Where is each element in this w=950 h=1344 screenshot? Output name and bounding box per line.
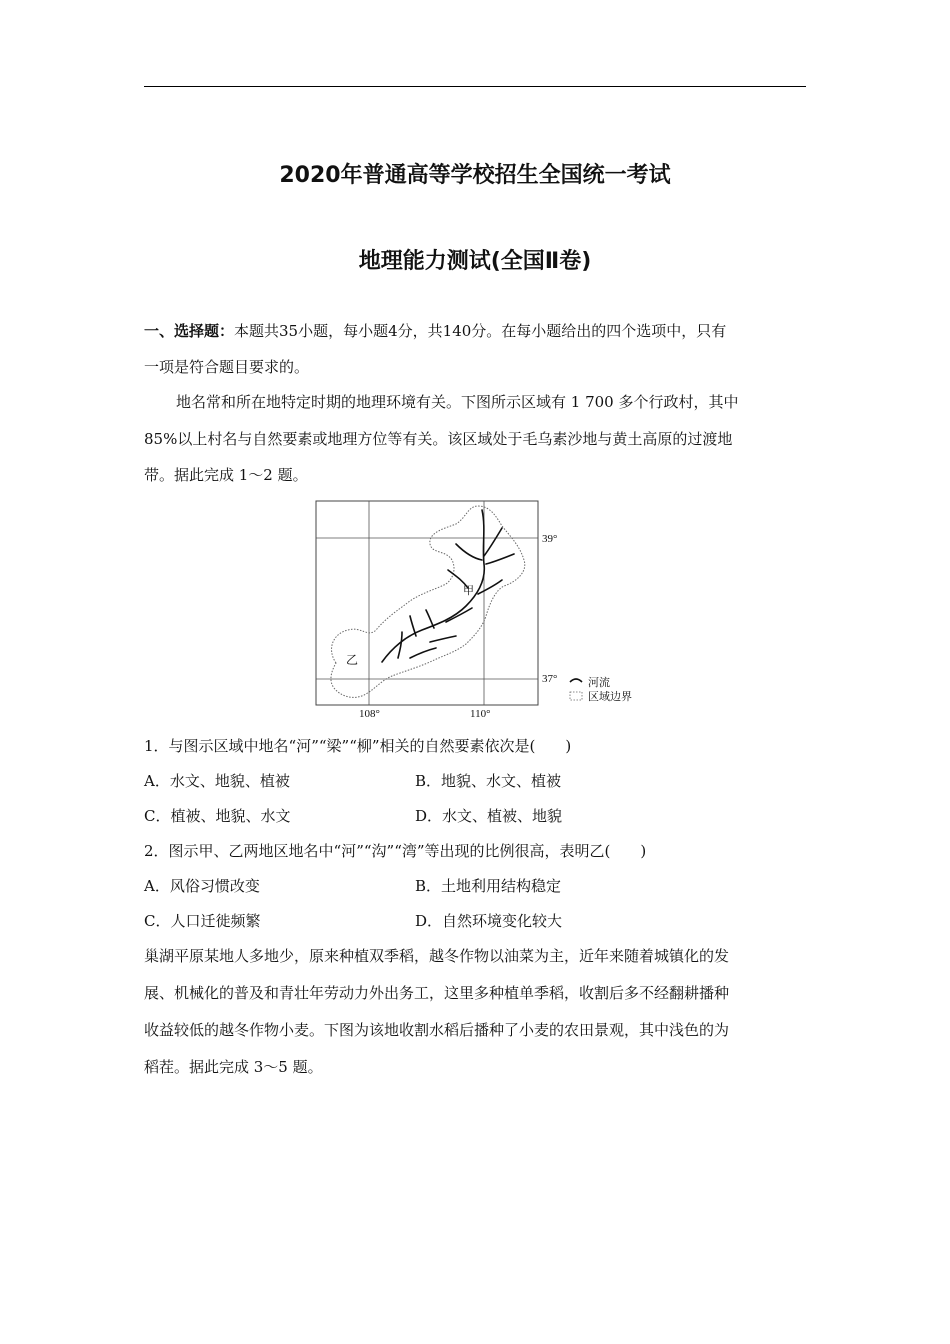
passage2-line3: 收益较低的越冬作物小麦。下图为该地收割水稻后播种了小麦的农田景观，其中浅色的为 xyxy=(144,1021,730,1039)
passage2-line1: 巢湖平原某地人多地少，原来种植双季稻，越冬作物以油菜为主，近年来随着城镇化的发 xyxy=(144,947,730,965)
passage1-line2: 85%以上村名与自然要素或地理方位等有关。该区域处于毛乌素沙地与黄土高原的过渡地 xyxy=(144,430,733,448)
map-frame xyxy=(316,501,538,705)
region-boundary xyxy=(331,506,525,697)
section-heading xyxy=(144,313,726,350)
passage2-line4: 稻茬。据此完成 3～5 题。 xyxy=(144,1058,323,1076)
q2-option-b[interactable]: B．土地利用结构稳定 xyxy=(415,877,562,895)
passage1-line1: 地名常和所在地特定时期的地理环境有关。下图所示区域有 1 700 多个行政村，其中 xyxy=(176,393,739,411)
q2-option-d[interactable]: D．自然环境变化较大 xyxy=(415,912,563,930)
lon-label-108: 108° xyxy=(359,708,380,720)
label-yi: 乙 xyxy=(346,653,359,667)
label-jia: 甲 xyxy=(463,585,474,597)
exam-title: 2020年普通高等学校招生全国统一考试 xyxy=(279,163,671,188)
q1-option-d[interactable]: D．水文、植被、地貌 xyxy=(415,807,563,825)
region-map xyxy=(306,498,652,720)
exam-subtitle: 地理能力测试(全国Ⅱ卷) xyxy=(358,249,592,274)
section-instructions-line2: 一项是符合题目要求的。 xyxy=(144,358,310,376)
lat-label-37: 37° xyxy=(542,673,558,685)
q2-stem: 2．图示甲、乙两地区地名中“河”“沟”“湾”等出现的比例很高，表明乙( ) xyxy=(144,842,647,860)
legend-river-symbol xyxy=(570,679,582,682)
q2-option-c[interactable]: C．人口迁徙频繁 xyxy=(144,912,261,930)
q1-stem: 1．与图示区域中地名“河”“梁”“柳”相关的自然要素依次是( ) xyxy=(144,737,572,755)
section-instructions-line1: 本题共35小题，每小题4分，共140分。在每小题给出的四个选项中，只有 xyxy=(234,322,727,340)
legend-boundary-label: 区域边界 xyxy=(588,691,632,703)
lon-label-110: 110° xyxy=(470,708,491,720)
tributary xyxy=(426,610,434,628)
passage1-line3: 带。据此完成 1～2 题。 xyxy=(144,466,308,484)
tributary xyxy=(410,616,416,636)
tributary xyxy=(410,648,436,658)
q1-option-c[interactable]: C．植被、地貌、水文 xyxy=(144,807,291,825)
tributary xyxy=(456,544,482,560)
q2-option-a[interactable]: A．风俗习惯改变 xyxy=(144,877,260,895)
river-network xyxy=(382,510,514,662)
tributary xyxy=(430,636,456,642)
q1-option-b[interactable]: B．地貌、水文、植被 xyxy=(415,772,562,790)
tributary xyxy=(446,608,472,622)
q1-option-a[interactable]: A．水文、地貌、植被 xyxy=(144,772,290,790)
tributary xyxy=(484,528,502,556)
header-rule xyxy=(144,86,806,87)
legend-boundary-symbol xyxy=(570,692,582,700)
tributary xyxy=(398,632,402,658)
legend-river-label: 河流 xyxy=(588,677,610,689)
lat-label-39: 39° xyxy=(542,533,558,545)
section-label: 一、选择题： xyxy=(144,322,235,340)
passage2-line2: 展、机械化的普及和青壮年劳动力外出务工，这里多种植单季稻，收割后多不经翻耕播种 xyxy=(144,984,730,1002)
tributary xyxy=(486,554,514,564)
